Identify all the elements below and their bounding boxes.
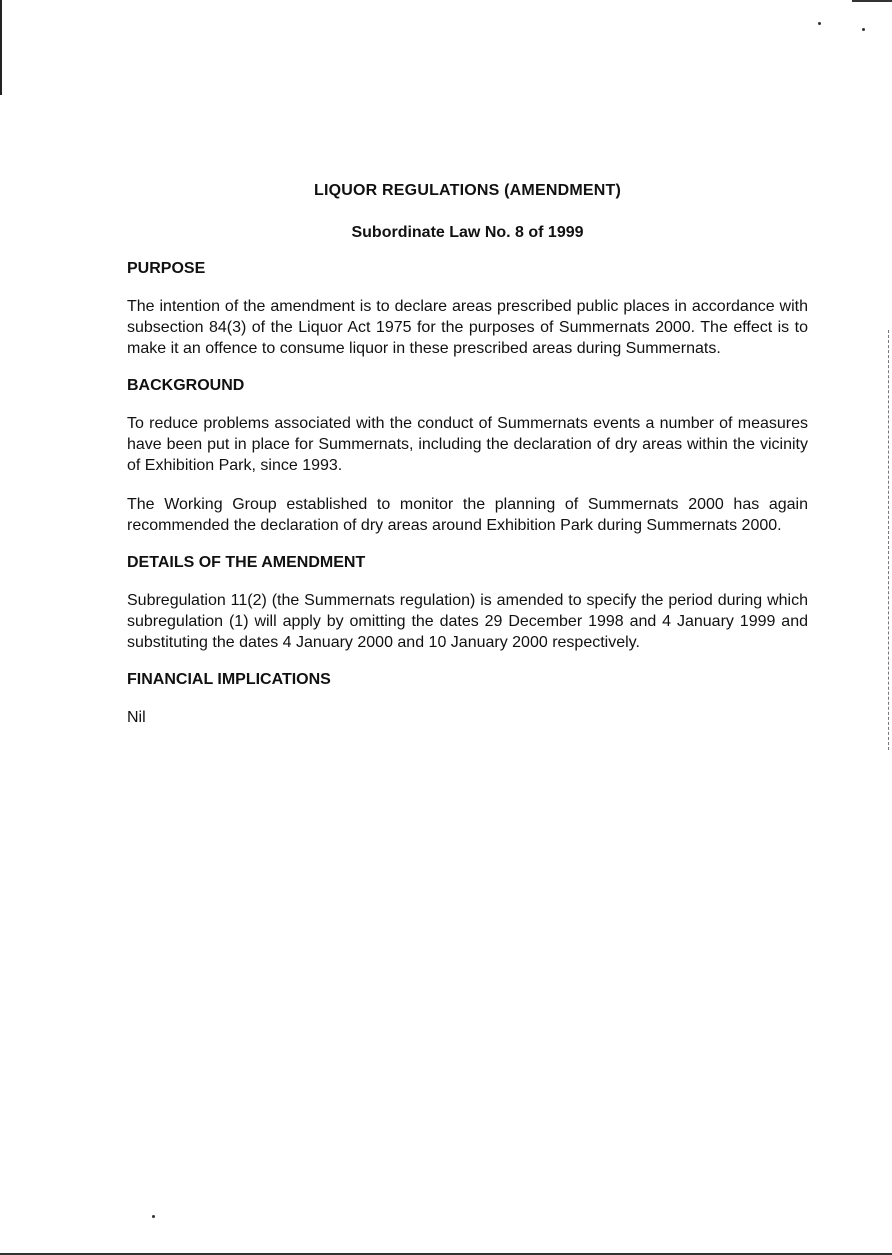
scan-speck: [152, 1215, 155, 1218]
scan-edge-right: [887, 330, 889, 750]
section-heading-purpose: PURPOSE: [127, 260, 206, 277]
document-body: [127, 182, 808, 746]
document-title: LIQUOR REGULATIONS (AMENDMENT): [313, 182, 621, 199]
scan-edge-left: [0, 0, 2, 95]
scan-speck: [818, 22, 821, 25]
financial-paragraph: Nil: [127, 709, 146, 726]
purpose-paragraph: The intention of the amendment is to declare areas prescribed public places in accordance with subsection 84(3) of the Liquor Act 1975 for the purposes of Summernats 2000. The effect is to make it an offence to consume liquor in these prescribed areas during Summernats.: [127, 298, 808, 357]
section-heading-details: DETAILS OF THE AMENDMENT: [127, 554, 366, 571]
section-heading-financial: FINANCIAL IMPLICATIONS: [127, 671, 331, 688]
scan-speck: [862, 28, 865, 31]
details-paragraph: Subregulation 11(2) (the Summernats regulation) is amended to specify the period during which subregulation (1) will apply by omitting the dates 29 December 1998 and 4 January 1999 and substituting the dates 4 January 2000 and 10 January 2000 respectively.: [127, 592, 808, 651]
background-paragraph-1: To reduce problems associated with the conduct of Summernats events a number of measures have been put in place for Summernats, including the declaration of dry areas within the vicinity of Exhibition Park, since 1993.: [127, 415, 808, 474]
document-subtitle: Subordinate Law No. 8 of 1999: [351, 224, 584, 241]
section-heading-background: BACKGROUND: [127, 377, 245, 394]
scan-edge-top-right: [852, 0, 892, 2]
background-paragraph-2: The Working Group established to monitor the planning of Summernats 2000 has again recommended the declaration of dry areas around Exhibition Park during Summernats 2000.: [127, 496, 808, 534]
